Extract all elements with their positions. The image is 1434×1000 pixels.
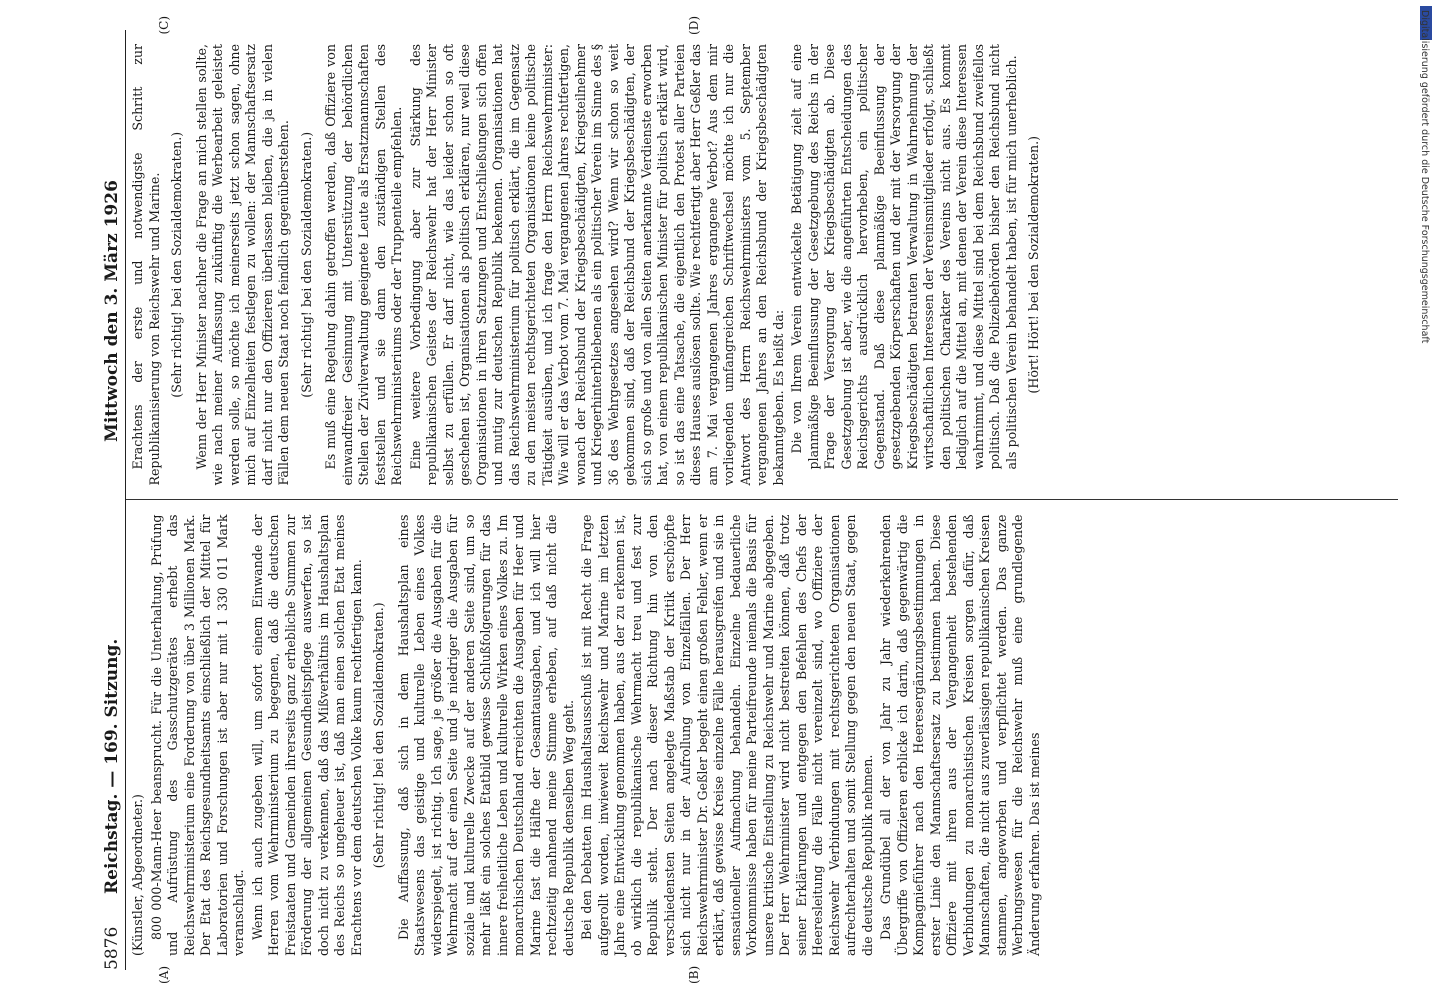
- speaker-line: (Künstler, Abgeordneter.): [130, 794, 145, 956]
- digitization-sidebar: [1418, 10, 1434, 990]
- paragraph: Eine weitere Vorbedingung aber zur Stärkung des republikanischen Geistes der Reichswehr hat der Herr Minister selbst zu erfüllen. Er darf nicht, wie das leider schon so oft geschehen ist, Organisationen als politisch erklären, nur weil diese Organisationen in ihren Satzungen und Entschließungen sich offen und mutig zur deutschen Republik bekennen. Organisationen hat das Reichswehrministerium für politisch erklärt, die im Gegensatz zu den meisten rechtsgerichteten Organisationen keine politische Tätigkeit ausüben, und ich frage den Herrn Reichswehrminister: Wie will er das Verbot vom 7. Mai vergangenen Jahres rechtfertigen, wonach der Reichsbund der Kriegsbeschädigten, Kriegsteilnehmer und Kriegerhinterbliebenen als ein politischer Verein im Sinne des § 36 des Wehrgesetzes angesehen wird? Wenn wir schon so weit gekommen sind, daß der Reichsbund der Kriegsbeschädigten, der sich so große und von allen Seiten anerkannte Verdienste erworben hat, von einem republikanischen Minister für politisch erklärt wird, so ist das eine Tatsache, die eigentlich den Protest aller Parteien dieses Hauses auslösen sollte. Wie rechtfertigt aber Herr Geßler das am 7. Mai vergangenen Jahres ergangene Verbot? Aus dem mir vorliegenden umfangreichen Schriftwechsel möchte ich nur die Antwort des Herrn Reichswehrministers vom 5. September vergangenen Jahres an den Reichsbund der Kriegsbeschädigten bekanntgeben. Es heißt da:: [407, 44, 786, 486]
- interjection: (Hört! Hört! bei den Sozialdemokraten.): [1026, 135, 1041, 394]
- paragraph: Es muß eine Regelung dahin getroffen werden, daß Offiziere von einwandfreier Gesinnung mit Unterstützung der behördlichen Stellen der Zivilverwaltung geeignete Leute als Ersatzmannschaften feststellen und sie dann den zuständigen Stellen des Reichswehrministeriums oder der Truppenteile empfehlen.: [323, 44, 404, 486]
- text-columns: [126, 16, 1398, 984]
- paragraph: Die Auffassung, daß sich in dem Haushaltsplan eines Staatswesens das geistige und kulturelle Leben eines Volkes widerspiegelt, ist richtig. Ich sage, je größer die Ausgaben für die Wehrmacht auf der einen Seite und je niedriger die Ausgaben für soziale und kulturelle Zwecke auf der anderen Seite sind, um so mehr läßt ein solches Etatbild gewisse Schlußfolgerungen für das innere freiheitliche Leben und kulturelle Wirken eines Volkes zu. Im monarchischen Deutschland erreichten die Ausgaben für Heer und Marine fast die Hälfte der Gesamtausgaben, und ich will hier rechtzeitig mahnend meine Stimme erheben, auf daß nicht die deutsche Republik denselben Weg geht.: [395, 514, 576, 956]
- digitization-note: Digitalisierung gefördert durch die Deutsche Forschungsgemeinschaft: [1419, 10, 1430, 344]
- page-number: 5876: [102, 926, 122, 970]
- rotated-page: [88, 4, 1418, 996]
- paragraph: Erachtens der erste und notwendigste Schritt zur Republikanisierung von Reichswehr und Marine.: [130, 44, 162, 486]
- paragraph: Bei den Debatten im Haushaltsausschuß ist mit Recht die Frage aufgerollt worden, inwieweit Reichswehr und Marine im letzten Jahre eine Entwicklung genommen haben, aus der zu erkennen ist, ob wirklich die republikanische Wehrmacht treu und fest zur Republik steht. Der nach dieser Richtung hin von den verschiedensten Seiten angelegte Maßstab der Kritik erschöpfte sich nicht nur in der Aufrollung von Einzelfällen. Der Herr Reichswehrminister Dr. Geßler begeht einen großen Fehler, wenn er erklärt, daß gewisse Kreise einzelne Fälle herausgreifen und sie in sensationeller Aufmachung behandeln. Einzelne bedauerliche Vorkommnisse haben für meine Parteifreunde niemals die Basis für unsere kritische Einstellung zu Reichswehr und Marine abgegeben. Der Herr Wehrminister wird nicht bestreiten können, daß trotz seiner Erklärungen und entgegen den Befehlen des Chefs der Heeresleitung die Fälle nicht vereinzelt sind, wo Offiziere der Reichswehr Verbindungen mit rechtsgerichteten Organisationen aufrechterhalten und somit Stellung gegen den neuen Staat, gegen die deutsche Republik nehmen.: [579, 514, 875, 956]
- quotation: Die von Ihrem Verein entwickelte Betätigung zielt auf eine planmäßige Beeinflussung der Gesetzgebung des Reichs in der Frage der Versorgung der Kriegsbeschädigten ab. Diese Gesetzgebung ist aber, wie die angeführten Entscheidungen des Reichsgerichts ausdrücklich hervorheben, ein politischer Gegenstand. Daß diese planmäßige Beeinflussung der gesetzgebenden Körperschaften und der mit der Versorgung der Kriegsbeschädigten betrauten Verwaltung in Wahrnehmung der wirtschaftlichen Interessen der Vereinsmitglieder erfolgt, schließt den politischen Charakter des Vereins nicht aus. Es kommt lediglich auf die Mittel an, mit denen der Verein diese Interessen wahrnimmt, und diese Mittel sind bei dem Reichsbund zweifellos politisch. Daß die Polizeibehörden bisher den Reichsbund nicht als politischen Verein behandelt haben, ist für mich unerheblich.: [789, 44, 1019, 470]
- page-header: [102, 30, 126, 970]
- left-column: [126, 500, 1398, 984]
- interjection: (Sehr richtig! bei den Sozialdemokraten.): [371, 602, 386, 869]
- margin-mark-c: (C): [157, 16, 171, 35]
- paragraph: Das Grundübel all der von Jahr zu Jahr wiederkehrenden Übergriffe von Offizieren erblicke ich darin, daß gegenwärtig die Kompagnieführer nach den Heeresergänzungsbestimmungen in erster Linie den Mannschaftsersatz zu bestimmen haben. Diese Offiziere mit ihren aus der Vergangenheit bestehenden Verbindungen zu monarchistischen Kreisen sorgen dafür, daß Mannschaften, die nicht aus zuverlässigen republikanischen Kreisen stammen, angeworben und verpflichtet werden. Das ganze Werbungswesen für die Reichswehr muß eine grundlegende Änderung erfahren. Das ist meines: [878, 514, 1042, 956]
- paragraph: Wenn ich auch zugeben will, um sofort einem Einwande der Herren vom Wehrministerium zu begegnen, daß die deutschen Freistaaten und Gemeinden ihrerseits ganz erhebliche Summen zur Förderung der allgemeinen Gesundheitspflege auswerfen, so ist doch nicht zu verkennen, daß das Mißverhältnis im Haushaltsplan des Reichs so ungeheuer ist, daß man einen solchen Etat meines Erachtens vor dem deutschen Volke kaum rechtfertigen kann.: [249, 514, 364, 956]
- left-running-head: Reichstag. — 169. Sitzung.: [102, 638, 122, 894]
- paragraph: 800 000-Mann-Heer beansprucht. Für die Unterhaltung, Prüfung und Aufrüstung des Gasschutzgerätes erhebt das Reichswehrministerium eine Forderung von über 3 Millionen Mark. Der Etat des Reichsgesundheitsamts einschließlich der Mittel für Laboratorien und Forschungen ist aber nur mit 1 330 011 Mark veranschlagt.: [148, 514, 246, 956]
- interjection: (Sehr richtig! bei den Sozialdemokraten.): [169, 131, 184, 398]
- margin-mark-a: (A): [157, 965, 171, 984]
- right-column: [126, 16, 1398, 500]
- interjection: (Sehr richtig! bei den Sozialdemokraten.): [298, 131, 314, 398]
- margin-mark-b: (B): [687, 965, 701, 984]
- margin-mark-d: (D): [687, 16, 701, 35]
- paragraph: Wenn der Herr Minister nachher die Frage an mich stellen sollte, wie nach meiner Auffassung zukünftig die Werbearbeit geleistet werden solle, so möchte ich meinerseits jetzt schon sagen, ohne mich auf Einzelheiten festlegen zu wollen: der Mannschaftsersatz darf nicht nur den Offizieren überlassen bleiben, die ja in vielen Fällen dem neuen Staat noch feindlich gegenüberstehen.: [193, 44, 291, 486]
- right-running-head: Mittwoch den 3. März 1926: [102, 180, 122, 442]
